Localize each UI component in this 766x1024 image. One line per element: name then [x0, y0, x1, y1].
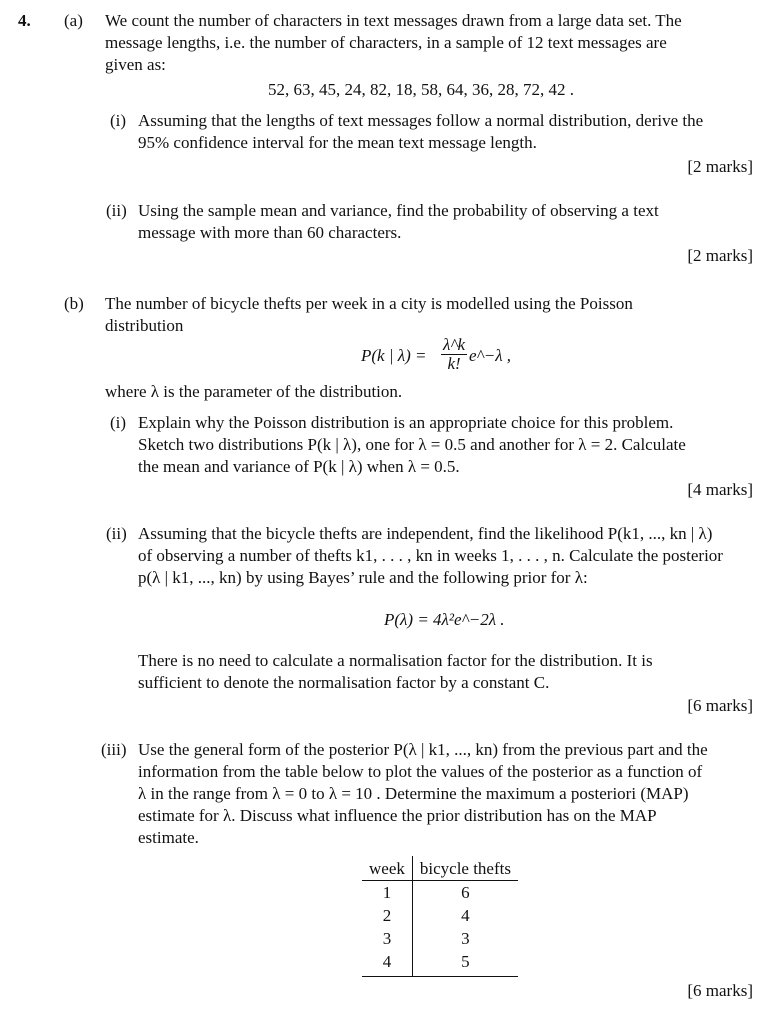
part-a-intro-line: given as:	[105, 55, 166, 74]
part-a-intro-line: We count the number of characters in text messages drawn from a large data set. The	[105, 11, 682, 30]
part-b-iii-line: λ in the range from λ = 0 to λ = 10 . Determine the maximum a posteriori (MAP)	[138, 784, 689, 803]
part-a-i-text	[138, 110, 758, 154]
part-a-ii-line: Using the sample mean and variance, find the probability of observing a text	[138, 201, 659, 220]
table-row	[362, 881, 518, 905]
part-b-iii-line: estimate.	[138, 828, 199, 847]
table-header-week: week	[362, 857, 412, 881]
part-b-iii-marks: [6 marks]	[687, 981, 753, 1000]
sample-data: 52, 63, 45, 24, 82, 18, 58, 64, 36, 28, 72, 42 .	[268, 80, 574, 99]
formula-tail: e^−λ ,	[469, 346, 512, 365]
table-cell-thefts: 5	[461, 952, 470, 971]
part-b-ii-line: Assuming that the bicycle thefts are independent, find the likelihood P(k1, ..., kn | λ)	[138, 524, 713, 543]
part-b-i-marks: [4 marks]	[687, 480, 753, 499]
table-cell-thefts: 6	[461, 883, 470, 902]
table-cell-week: 3	[362, 927, 412, 950]
table-row	[362, 950, 518, 977]
part-b-ii-line: of observing a number of thefts k1, . . . , kn in weeks 1, . . . , n. Calculate the posterior	[138, 546, 723, 565]
part-b-iii-line: information from the table below to plot the values of the posterior as a function of	[138, 762, 703, 781]
part-a-i-marks: [2 marks]	[687, 157, 753, 176]
table-cell-thefts: 4	[461, 906, 470, 925]
table-row	[362, 904, 518, 927]
part-b-ii-marks: [6 marks]	[687, 696, 753, 715]
part-b-iii-label: (iii)	[101, 740, 127, 759]
table-cell-thefts: 3	[461, 929, 470, 948]
part-b-i-line: Explain why the Poisson distribution is an appropriate choice for this problem.	[138, 413, 674, 432]
prior-formula: P(λ) = 4λ²e^−2λ .	[384, 610, 505, 629]
part-a-intro	[105, 10, 755, 76]
formula-fraction	[441, 336, 467, 373]
table-cell-week: 1	[362, 881, 412, 905]
part-a-ii-label: (ii)	[106, 201, 127, 220]
part-a-i-line: Assuming that the lengths of text messages follow a normal distribution, derive the	[138, 111, 704, 130]
part-b-iii-text	[138, 739, 760, 849]
part-b-ii-note-line: There is no need to calculate a normalisation factor for the distribution. It is	[138, 651, 653, 670]
part-b-ii-note-line: sufficient to denote the normalisation factor by a constant C.	[138, 673, 550, 692]
part-a-ii-marks: [2 marks]	[687, 246, 753, 265]
where-line: where λ is the parameter of the distribution.	[105, 382, 403, 401]
part-b-iii-line: Use the general form of the posterior P(λ | k1, ..., kn) from the previous part and the	[138, 740, 708, 759]
table-row	[362, 927, 518, 950]
part-a-i-label: (i)	[110, 111, 127, 130]
part-b-i-line: the mean and variance of P(k | λ) when λ = 0.5.	[138, 457, 460, 476]
table-cell-week: 4	[362, 950, 412, 977]
part-a-i-line: 95% confidence interval for the mean text message length.	[138, 133, 537, 152]
formula-numerator: λ^k	[443, 335, 466, 354]
part-b-i-line: Sketch two distributions P(k | λ), one for λ = 0.5 and another for λ = 2. Calculate	[138, 435, 686, 454]
part-b-i-text	[138, 412, 758, 478]
part-a-intro-line: message lengths, i.e. the number of characters, in a sample of 12 text messages are	[105, 33, 667, 52]
part-b-ii-note	[138, 650, 758, 694]
part-b-intro	[105, 293, 755, 337]
part-a-label: (a)	[64, 11, 83, 30]
thefts-table	[362, 856, 518, 977]
part-b-i-label: (i)	[110, 413, 127, 432]
part-b-ii-line: p(λ | k1, ..., kn) by using Bayes’ rule and the following prior for λ:	[138, 568, 588, 587]
part-b-iii-line: estimate for λ. Discuss what influence the prior distribution has on the MAP	[138, 806, 657, 825]
part-b-ii-text	[138, 523, 760, 589]
part-a-ii-line: message with more than 60 characters.	[138, 223, 402, 242]
table-header-thefts: bicycle thefts	[412, 857, 518, 881]
part-b-intro-line: distribution	[105, 316, 184, 335]
thefts-table-wrap	[362, 856, 518, 977]
formula-denominator: k!	[447, 354, 461, 373]
part-a-ii-text	[138, 200, 758, 244]
question-number: 4.	[18, 11, 31, 30]
table-header-row	[362, 857, 518, 881]
part-b-intro-line: The number of bicycle thefts per week in a city is modelled using the Poisson	[105, 294, 633, 313]
table-cell-week: 2	[362, 904, 412, 927]
formula-lhs: P(k | λ) =	[361, 346, 427, 365]
part-b-label: (b)	[64, 294, 84, 313]
part-b-ii-label: (ii)	[106, 524, 127, 543]
